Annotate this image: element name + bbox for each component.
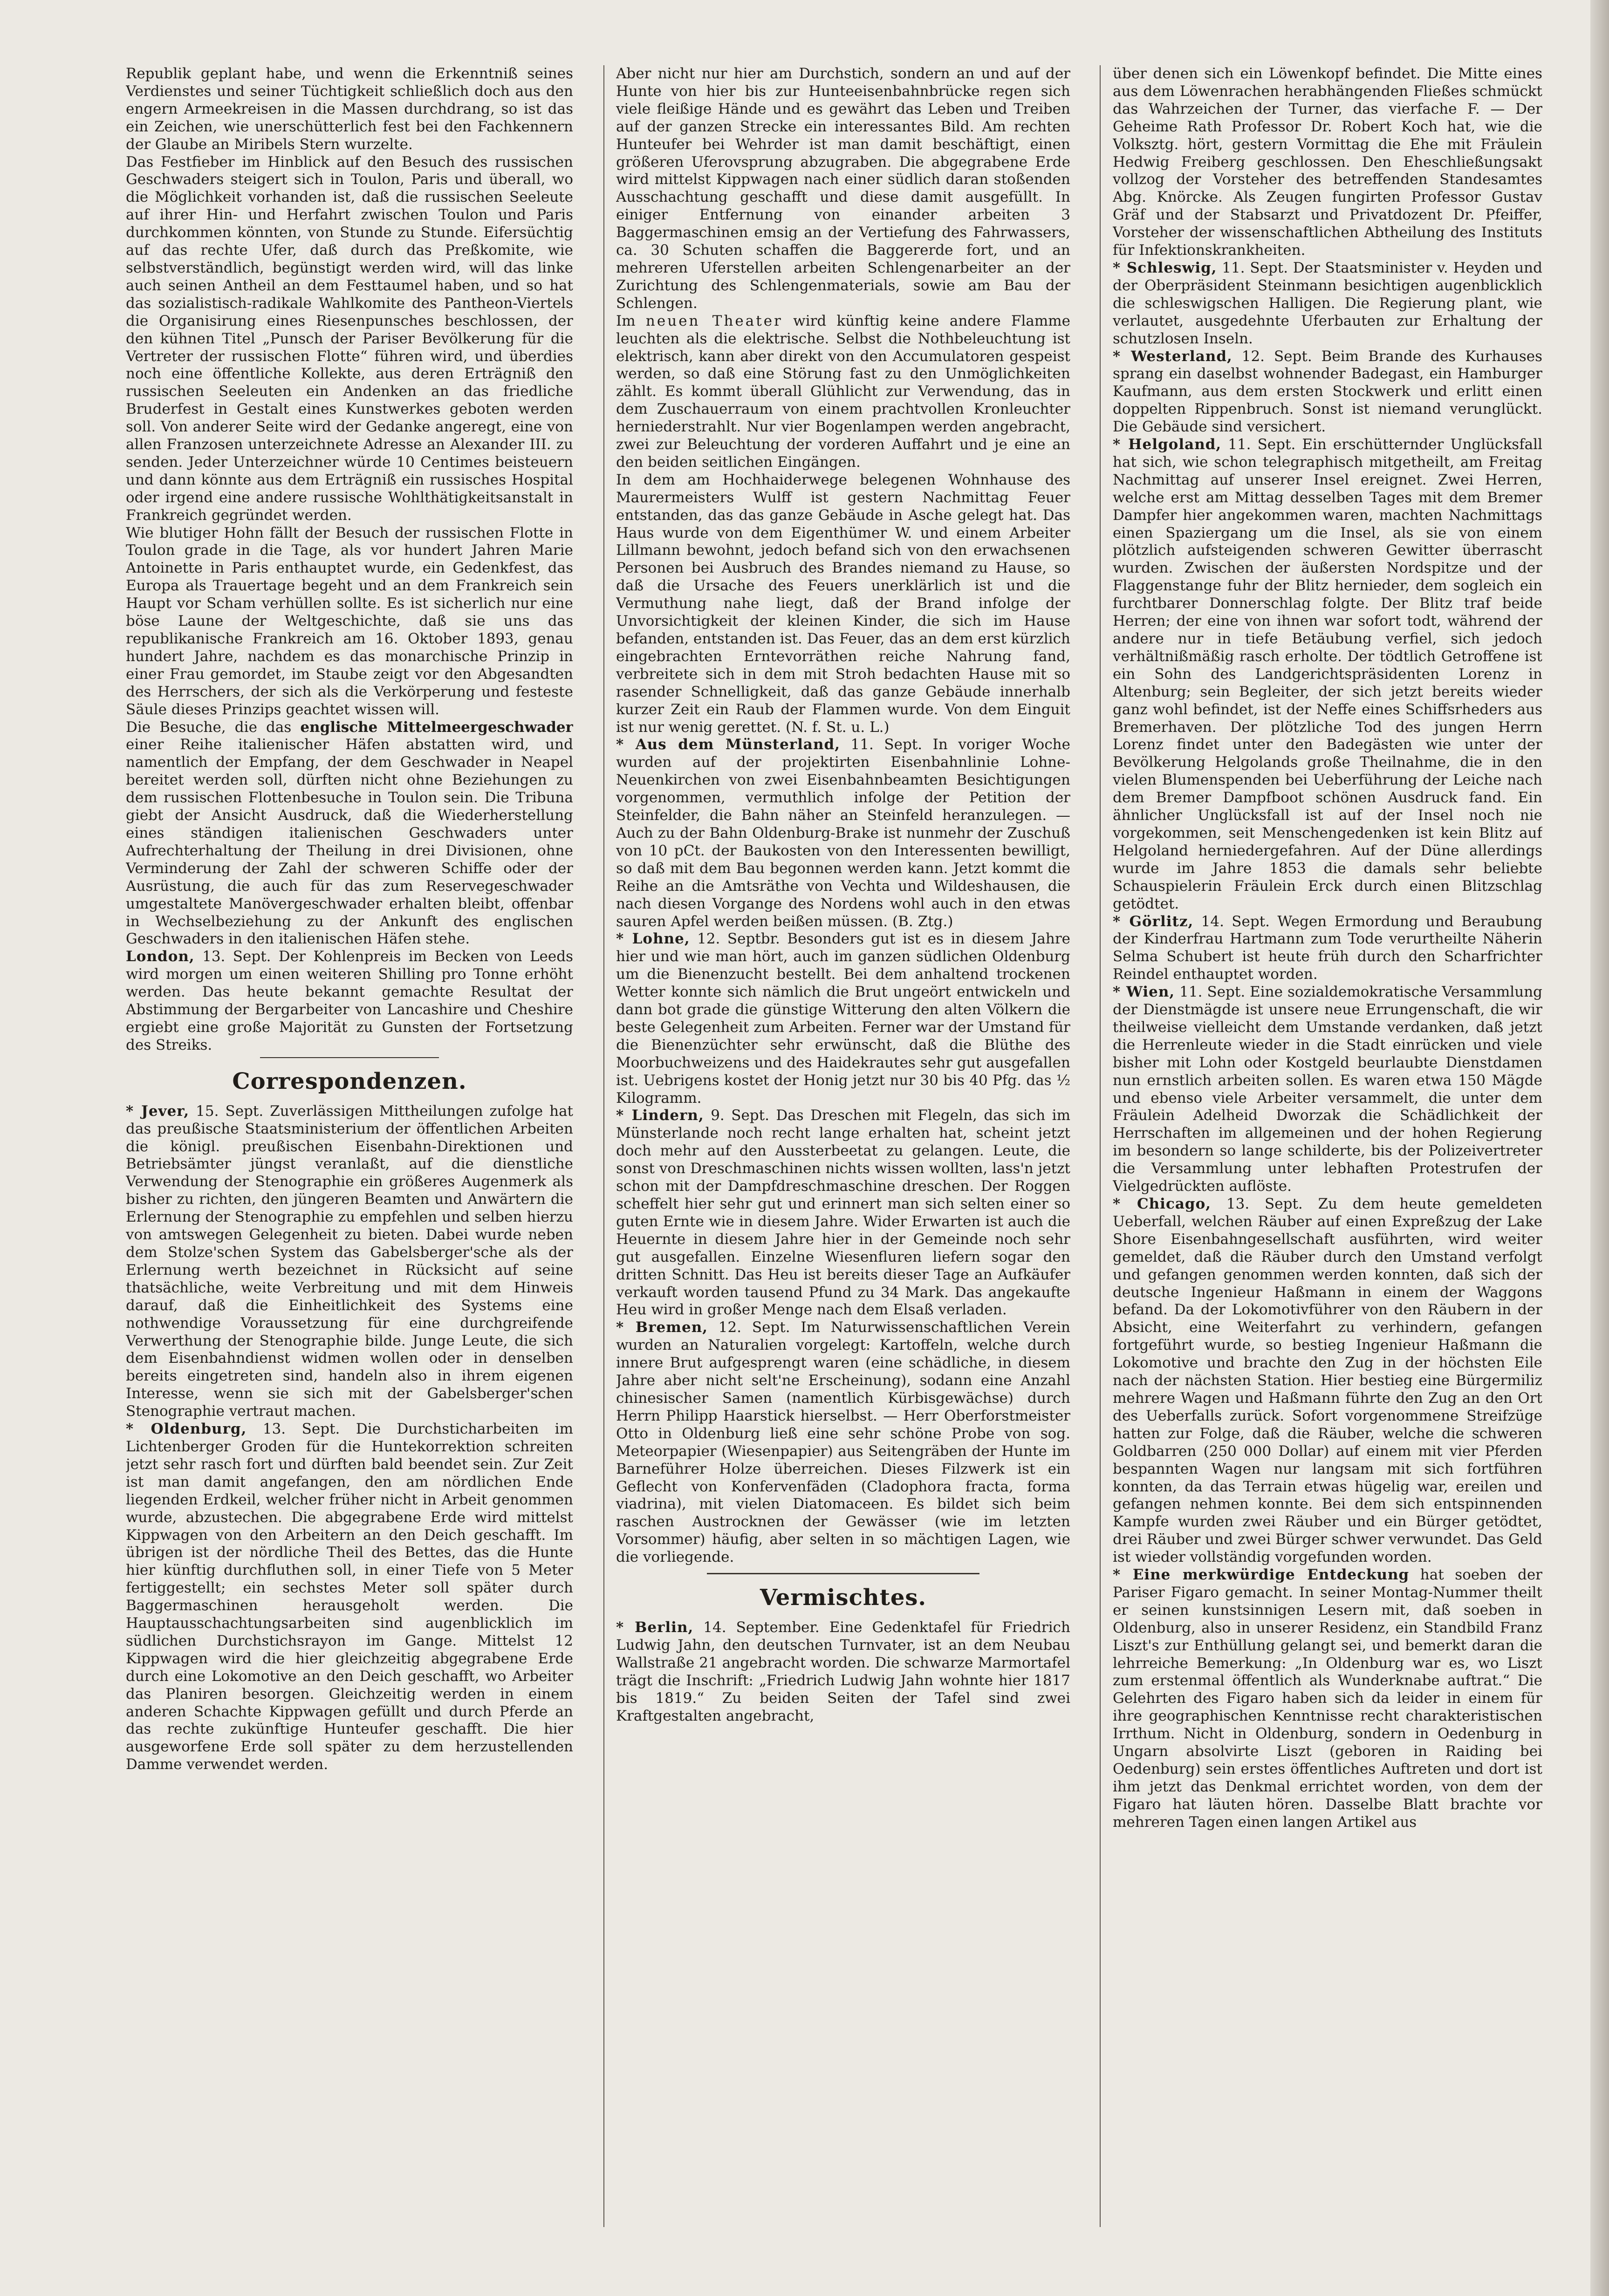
column-2: [616, 65, 1070, 2227]
column-rule-right: [1100, 65, 1101, 2227]
column-rule-left: [603, 65, 604, 2227]
section-divider: [707, 1573, 979, 1574]
news-entry: * Chicago, 13. Sept. Zu dem heute gemeldeten Ueberfall, welchen Räuber auf einen Expreßzug der Lake Shore Eisenbahngesellschaft ausführten, wird weiter gemeldet, daß die Räuber durch den Umstand verfolgt und gefangen genommen werden konnten, daß sich der deutsche Ingenieur Haßmann in einem der Waggons befand. Da der Lokomotivführer von den Räubern in der Absicht, eine Weiterfahrt zu verhindern, gefangen fortgeführt wurde, so bestieg Ingenieur Haßmann die Lokomotive und brachte den Zug in der höchsten Eile nach der nächsten Station. Hier bestieg eine Bürgermiliz mehrere Wagen und Haßmann führte den Zug an den Ort des Ueberfalls zurück. Sofort vorgenommene Streifzüge hatten zur Folge, daß die Räuber, welche die schweren Goldbarren (250 000 Dollar) auf einem mit vier Pferden bespannten Wagen nur langsam mit sich fortführen konnten, da das Terrain etwas hügelig war, ereilen und gefangen nehmen konnte. Bei dem sich entspinnenden Kampfe wurden zwei Räuber und ein Bürger getödtet, drei Räuber und zwei Bürger schwer verwundet. Das Geld ist wieder vollständig vorgefunden worden.: [1113, 1196, 1542, 1566]
dateline: * Wien,: [1113, 984, 1175, 1001]
column-1: [126, 65, 573, 2227]
news-entry: * Jever, 15. Sept. Zuverlässigen Mittheilungen zufolge hat das preußische Staatsministerium der öffentlichen Arbeiten die königl. preußischen Eisenbahn-Direktionen und Betriebsämter jüngst veranlaßt, auf die dienstliche Verwendung der Stenographie ein größeres Augenmerk als bisher zu richten, den jüngeren Beamten und Anwärtern die Erlernung der Stenographie zu empfehlen und selben hierzu von amtswegen Gelegenheit zu bieten. Dabei wurde neben dem Stolze'schen System das Gabelsberger'sche als der Erlernung werth bezeichnet in Rücksicht auf seine thatsächliche, weite Verbreitung und mit dem Hinweis darauf, daß die Einheitlichkeit des Systems eine nothwendige Voraussetzung für eine durchgreifende Verwerthung der Stenographie bilde. Junge Leute, die sich dem Eisenbahndienst widmen wollen oder in denselben bereits eingetreten sind, handeln also in ihrem eigenen Interesse, wenn sie sich mit der Gabelsberger'schen Stenographie vertraut machen.: [126, 1102, 573, 1420]
dateline: * Berlin,: [616, 1619, 694, 1636]
dateline: * Jever,: [126, 1102, 190, 1120]
dateline: * Schleswig,: [1113, 259, 1217, 276]
article-paragraph: Wie blutiger Hohn fällt der Besuch der russischen Flotte in Toulon grade in die Tage, als vor hundert Jahren Marie Antoinette in Paris enthauptet wurde, ein Gedenkfest, das Europa als Trauertage begeht und an dem Frankreich sein Haupt vor Scham verhüllen sollte. Es ist sicherlich nur eine böse Laune der Weltgeschichte, daß sie uns das republikanische Frankreich am 16. Oktober 1893, genau hundert Jahre, nachdem es das monarchische Prinzip in einer Frau gemordet, im Staube zeigt vor den Abgesandten des Herrschers, der sich als die Verkörperung und festeste Säule dieses Prinzips geachtet wissen will.: [126, 524, 573, 718]
news-entry: London, 13. Sept. Der Kohlenpreis im Becken von Leeds wird morgen um einen weiteren Shilling pro Tonne erhöht werden. Das heute bekannt gemachte Resultat der Abstimmung der Bergarbeiter von Lancashire und Cheshire ergiebt eine große Majorität zu Gunsten der Fortsetzung des Streiks.: [126, 948, 573, 1053]
news-entry: * Lindern, 9. Sept. Das Dreschen mit Flegeln, das sich im Münsterlande noch recht lange erhalten hat, scheint jetzt doch mehr auf den Aussterbeetat zu gelangen. Leute, die sonst von Dreschmaschinen nichts wissen wollten, lass'n jetzt schon mit der Dampfdreschmaschine dreschen. Der Roggen scheffelt hier sehr gut und erinnert man sich selten einer so guten Ernte wie in diesem Jahre. Wider Erwarten ist auch die Heuernte in diesem Jahre hier in der Gemeinde noch sehr gut ausgefallen. Einzelne Wiesenfluren liefern sogar den dritten Schnitt. Das Heu ist bereits dieser Tage an Aufkäufer verkauft worden tausend Pfund zu 34 Mark. Das angekaufte Heu wird in großer Menge nach dem Elsaß verladen.: [616, 1107, 1070, 1319]
section-divider: [260, 1057, 439, 1058]
news-entry: * Westerland, 12. Sept. Beim Brande des Kurhauses sprang ein daselbst wohnender Badegast, ein Hamburger Kaufmann, aus dem ersten Stockwerk und erlitt einen doppelten Rippenbruch. Sonst ist niemand verunglückt. Die Gebäude sind versichert.: [1113, 348, 1542, 436]
news-entry: * Helgoland, 11. Sept. Ein erschütternder Unglücksfall hat sich, wie schon telegraphisch mitgetheilt, am Freitag Nachmittag auf unserer Insel ereignet. Zwei Herren, welche erst am Mittag desselben Tages mit dem Bremer Dampfer hier angekommen waren, machten Nachmittags einen Spaziergang um die Insel, als sie von einem plötzlich aufsteigenden schweren Gewitter überrascht wurden. Zwischen der äußersten Nordspitze und der Flaggenstange fuhr der Blitz hernieder, dem sogleich ein furchtbarer Donnerschlag folgte. Der Blitz traf beide Herren; der eine von ihnen war sofort todt, während der andere nur in tiefe Betäubung verfiel, sich jedoch verhältnißmäßig rasch erholte. Der tödtlich Getroffene ist ein Sohn des Landgerichtspräsidenten Lorenz in Altenburg; sein Begleiter, der sich jetzt bereits wieder ganz wohl befindet, ist der Neffe eines Schiffsrheders aus Bremerhaven. Der plötzliche Tod des jungen Herrn Lorenz findet unter den Badegästen wie unter der Bevölkerung Helgolands große Theilnahme, die in den vielen Blumenspenden bei Ueberführung der Leiche nach dem Bremer Dampfboot schönen Ausdruck fand. Ein ähnlicher Unglücksfall ist auf der Insel noch nie vorgekommen, seit Menschengedenken ist kein Blitz auf Helgoland herniedergefahren. Auf der Düne allerdings wurde im Jahre 1853 die damals sehr beliebte Schauspielerin Fräulein Erck durch einen Blitzschlag getödtet.: [1113, 436, 1542, 912]
news-entry: * Oldenburg, 13. Sept. Die Durchsticharbeiten im Lichtenberger Groden für die Huntekorrektion schreiten jetzt sehr rasch fort und dürften bald beendet sein. Zur Zeit ist man damit angefangen, den am nördlichen Ende liegenden Erdkeil, welcher früher nicht in Arbeit genommen wurde, abzustechen. Die abgegrabene Erde wird mittelst Kippwagen von den Arbeitern an den Deich geschafft. Im übrigen ist der nördliche Theil des Bettes, das die Hunte hier künftig durchfluthen soll, in einer Tiefe von 5 Meter fertiggestellt; ein sechstes Meter soll später durch Baggermaschinen herausgeholt werden. Die Hauptausschachtungsarbeiten sind augenblicklich im südlichen Durchstichsrayon im Gange. Mittelst 12 Kippwagen wird die hier gleichzeitig abgegrabene Erde durch eine Lokomotive an den Deich geschafft, wo Arbeiter das Planiren besorgen. Gleichzeitig werden in einem anderen Schachte Kippwagen gefüllt und durch Pferde an das rechte zukünftige Hunteufer geschafft. Die hier ausgeworfene Erde soll später zu dem herzustellenden Damme verwendet werden.: [126, 1421, 573, 1773]
dateline: * Lindern,: [616, 1107, 704, 1124]
article-paragraph: Aber nicht nur hier am Durchstich, sondern an und auf der Hunte von hier bis zur Hunteeisenbahnbrücke regen sich viele fleißige Hände und es gewährt das Leben und Treiben auf der ganzen Strecke ein interessantes Bild. Am rechten Hunteufer bei Wehrder ist man damit beschäftigt, einen größeren Uferovsprung abzugraben. Die abgegrabene Erde wird mittelst Kippwagen nach einer südlich daran stoßenden Ausschachtung geschafft und diese damit ausgefüllt. In einiger Entfernung von einander arbeiten 3 Baggermaschinen emsig an der Vertiefung des Fahrwassers, ca. 30 Schuten schaffen die Baggererde fort, und an mehreren Uferstellen arbeiten Schlengenarbeiter an der Zurichtung des Schlengenmaterials, sowie am Bau der Schlengen.: [616, 65, 1070, 312]
news-entry: * Eine merkwürdige Entdeckung hat soeben der Pariser Figaro gemacht. In seiner Montag-Nummer theilt er seinen kunstsinnigen Lesern mit, daß soeben in Oldenburg, also in unserer Residenz, ein Standbild Franz Liszt's zur Enthüllung gelangt sei, und bemerkt daran die lehrreiche Bemerkung: „In Oldenburg war es, wo Liszt zum erstenmal öffentlich als Wunderknabe auftrat.“ Die Gelehrten des Figaro haben sich da leider in einem für ihre geographischen Kenntnisse recht charakteristischen Irrthum. Nicht in Oldenburg, sondern in Oedenburg in Ungarn absolvirte Liszt (geboren in Raiding bei Oedenburg) sein erstes öffentliches Auftreten und dort ist ihm jetzt das Denkmal errichtet worden, von dem der Figaro hat läuten hören. Dasselbe Blatt brachte vor mehreren Tagen einen langen Artikel aus: [1113, 1566, 1542, 1831]
page-edge-shadow: [1590, 0, 1609, 2296]
news-entry: * Schleswig, 11. Sept. Der Staatsminister v. Heyden und der Oberpräsident Steinmann besichtigen augenblicklich die schleswigschen Halligen. Die Regierung plant, wie verlautet, ausgedehnte Uferbauten zur Erhaltung der schutzlosen Inseln.: [1113, 259, 1542, 347]
article-paragraph: Das Festfieber im Hinblick auf den Besuch des russischen Geschwaders steigert sich in Toulon, Paris und überall, wo die Möglichkeit vorhanden ist, daß die russischen Seeleute auf ihrer Hin- und Herfahrt zwischen Toulon und Paris durchkommen könnten, von Stunde zu Stunde. Eifersüchtig auf das rechte Ufer, daß durch das Preßkomite, wie selbstverständlich, begünstigt werden wird, will das linke auch seinen Antheil an dem Festtaumel haben, und so hat das sozialistisch-radikale Wahlkomite des Pantheon-Viertels die Organisirung eines Riesenpunsches beschlossen, der den kühnen Titel „Punsch der Pariser Bevölkerung für die Vertreter der russischen Flotte“ führen wird, und überdies noch eine öffentliche Kollekte, aus deren Erträgniß den russischen Seeleuten ein Andenken an das friedliche Bruderfest in Gestalt eines Kunstwerkes geboten werden soll. Von anderer Seite wird der Gedanke angeregt, eine von allen Franzosen unterzeichnete Adresse an Alexander III. zu senden. Jeder Unterzeichner würde 10 Centimes beisteuern und dann könnte aus dem Erträgniß ein russisches Hospital oder irgend eine andere russische Wohlthätigkeitsanstalt in Frankreich gegründet werden.: [126, 153, 573, 524]
dateline: * Aus dem Münsterland,: [616, 736, 840, 753]
page-content: [126, 65, 1542, 2227]
emphasis-term: englische Mittelmeergeschwader: [300, 718, 573, 736]
section-heading-correspondenzen: Correspondenzen.: [232, 1068, 467, 1094]
dateline: * Görlitz,: [1113, 913, 1194, 930]
news-entry: * Lohne, 12. Septbr. Besonders gut ist es in diesem Jahre hier und wie man hört, auch im ganzen südlichen Oldenburg um die Bienenzucht bestellt. Bei dem anhaltend trockenen Wetter konnte sich nämlich die Brut ungeört entwickeln und dann bot grade die günstige Witterung den alten Völkern die beste Gelegenheit zum Arbeiten. Ferner war der Umstand für die Bienenzüchter sehr erwünscht, daß die Blüthe des Moorbuchweizens und des Haidekrautes sehr gut ausgefallen ist. Uebrigens kostet der Honig jetzt nur 30 bis 40 Pfg. das ½ Kilogramm.: [616, 930, 1070, 1107]
news-entry: * Berlin, 14. September. Eine Gedenktafel für Friedrich Ludwig Jahn, den deutschen Turnvater, ist an dem Neubau Wallstraße 21 angebracht worden. Die schwarze Marmortafel trägt die Inschrift: „Friedrich Ludwig Jahn wohnte hier 1817 bis 1819.“ Zu beiden Seiten der Tafel sind zwei Kraftgestalten angebracht,: [616, 1619, 1070, 1724]
article-paragraph: Im neuen Theater wird künftig keine andere Flamme leuchten als die elektrische. Selbst die Nothbeleuchtung ist elektrisch, kann aber direkt von den Accumulatoren gespeist werden, so daß eine Störung fast zu den Unmöglichkeiten zählt. Es kommt überall Glühlicht zur Verwendung, das in dem Zuschauerraum von einem prachtvollen Kronleuchter herniederstrahlt. Nur vier Bogenlampen werden angebracht, zwei zur Beleuchtung der vorderen Auffahrt und je eine an den beiden seitlichen Eingängen.: [616, 312, 1070, 471]
section-heading-vermischtes: Vermischtes.: [760, 1585, 927, 1611]
dateline: * Lohne,: [616, 930, 690, 948]
article-paragraph: In dem am Hochhaiderwege belegenen Wohnhause des Maurermeisters Wulff ist gestern Nachmittag Feuer entstanden, das das ganze Gebäude in Asche gelegt hat. Das Haus wurde von dem Eigenthümer W. und einem Arbeiter Lillmann bewohnt, jedoch befand sich von den erwachsenen Personen bei Ausbruch des Brandes niemand zu Hause, so daß die Ursache des Feuers unerklärlich ist und die Vermuthung nahe liegt, daß der Brand infolge der Unvorsichtigkeit der kleinen Kinder, die sich im Hause befanden, entstanden ist. Das Feuer, das an dem erst kürzlich eingebrachten Erntevorräthen reiche Nahrung fand, verbreitete sich in dem mit Stroh bedachten Hause mit so rasender Schnelligkeit, daß das ganze Gebäude innerhalb kurzer Zeit ein Raub der Flammen wurde. Von dem Einguit ist nur wenig gerettet. (N. f. St. u. L.): [616, 471, 1070, 736]
article-paragraph: Die Besuche, die das englische Mittelmeergeschwader einer Reihe italienischer Häfen abstatten wird, und namentlich der Empfang, der dem Geschwader in Neapel bereitet werden soll, dürften nicht ohne Beziehungen zu dem russischen Flottenbesuche in Toulon sein. Die Tribuna giebt der Ansicht Ausdruck, daß die Wiederherstellung eines ständigen italienischen Geschwaders unter Aufrechterhaltung der Theilung in drei Divisionen, ohne Verminderung der Zahl der schweren Schiffe oder der Ausrüstung, die auch für das zum Reservegeschwader umgestaltete Manövergeschwader erhalten bleibt, offenbar in Wechselbeziehung zu der Ankunft des englischen Geschwaders in den italienischen Häfen stehe.: [126, 718, 573, 948]
dateline: London,: [126, 948, 195, 965]
news-entry: * Bremen, 12. Sept. Im Naturwissenschaftlichen Verein wurden an Naturalien vorgelegt: Kartoffeln, welche durch innere Brut aufgesprengt waren (eine schädliche, in diesem Jahre aber nicht selt'ne Erscheinung), sodann eine Anzahl chinesischer Samen (namentlich Kürbisgewächse) durch Herrn Philipp Haarstick hierselbst. — Herr Oberforstmeister Otto in Oldenburg ließ eine sehr schöne Probe von sog. Meteorpapier (Wiesenpapier) aus Seitengräben der Hunte im Barneführer Holze überreichen. Dieses Filzwerk ist ein Geflecht von Konfervenfäden (Cladophora fracta, forma viadrina), mit vielen Diatomaceen. Es bildet sich beim raschen Austrocknen der Gewässer (wie im letzten Vorsommer) häufig, aber selten in so mächtigen Lagen, wie die vorliegende.: [616, 1319, 1070, 1566]
news-entry: * Wien, 11. Sept. Eine sozialdemokratische Versammlung der Dienstmägde ist unsere neue Errungenschaft, die wir theilweise vielleicht dem Umstande verdanken, daß jetzt die Herrenleute wieder in die Stadt einrücken und viele bisher mit Lohn oder Kostgeld beurlaubte Dienstdamen nun ernstlich arbeiten sollen. Es waren etwa 150 Mägde und ebenso viele Arbeiter versammelt, die unter dem Fräulein Adelheid Dworzak die Schädlichkeit der Herrschaften im allgemeinen und der hohen Regierung im besondern so lange schilderte, bis der Polizeivertreter die Versammlung unter lebhaften Protestrufen der Vielgedrückten auflöste.: [1113, 984, 1542, 1195]
dateline: * Chicago,: [1113, 1196, 1212, 1212]
article-paragraph: Republik geplant habe, und wenn die Erkenntniß seines Verdienstes und seiner Tüchtigkeit schließlich doch aus den engern Armeekreisen in die Massen durchdrang, so ist das ein Zeichen, wie unerschütterlich fest bei den Fachkennern der Glaube an Miribels Stern wurzelte.: [126, 65, 573, 153]
dateline: * Westerland,: [1113, 348, 1232, 365]
column-3: [1113, 65, 1542, 2227]
article-paragraph: über denen sich ein Löwenkopf befindet. Die Mitte eines aus dem Löwenrachen herabhängenden Fließes schmückt das Wahrzeichen der Turner, das vierfache F. — Der Geheime Rath Professor Dr. Robert Koch hat, wie die Volksztg. hört, gestern Vormittag die Ehe mit Fräulein Hedwig Freiberg geschlossen. Den Eheschließungsakt vollzog der Vorsteher des betreffenden Standesamtes Abg. Knörcke. Als Zeugen fungirten Professor Gustav Gräf und der Stabsarzt und Privatdozent Dr. Pfeiffer, Vorsteher der wissenschaftlichen Abtheilung des Instituts für Infektionskrankheiten.: [1113, 65, 1542, 259]
dateline: * Eine merkwürdige Entdeckung: [1113, 1566, 1410, 1584]
news-entry: * Görlitz, 14. Sept. Wegen Ermordung und Beraubung der Kinderfrau Hartmann zum Tode verurtheilte Näherin Selma Schubert ist heute früh durch den Scharfrichter Reindel enthauptet worden.: [1113, 913, 1542, 983]
dateline: * Bremen,: [616, 1319, 708, 1336]
dateline: * Helgoland,: [1113, 436, 1222, 453]
emphasis-term: neuen Theater: [645, 312, 783, 329]
dateline: * Oldenburg,: [126, 1421, 247, 1438]
news-entry: * Aus dem Münsterland, 11. Sept. In voriger Woche wurden auf der projektirten Eisenbahnlinie Lohne-Neuenkirchen von zwei Eisenbahnbeamten Besichtigungen vorgenommen, vermuthlich infolge der Petition der Steinfelder, die Bahn näher an Steinfeld heranzulegen. — Auch zu der Bahn Oldenburg-Brake ist nunmehr der Zuschuß von 10 pCt. der Baukosten von den Interessenten bewilligt, so daß mit dem Bau begonnen werden kann. Jetzt kommt die Reihe an die Amtsräthe von Vechta und Wildeshausen, die nach diesen Vorgange des Nordens wohl auch in den etwas sauren Apfel werden beißen müssen. (B. Ztg.): [616, 736, 1070, 930]
